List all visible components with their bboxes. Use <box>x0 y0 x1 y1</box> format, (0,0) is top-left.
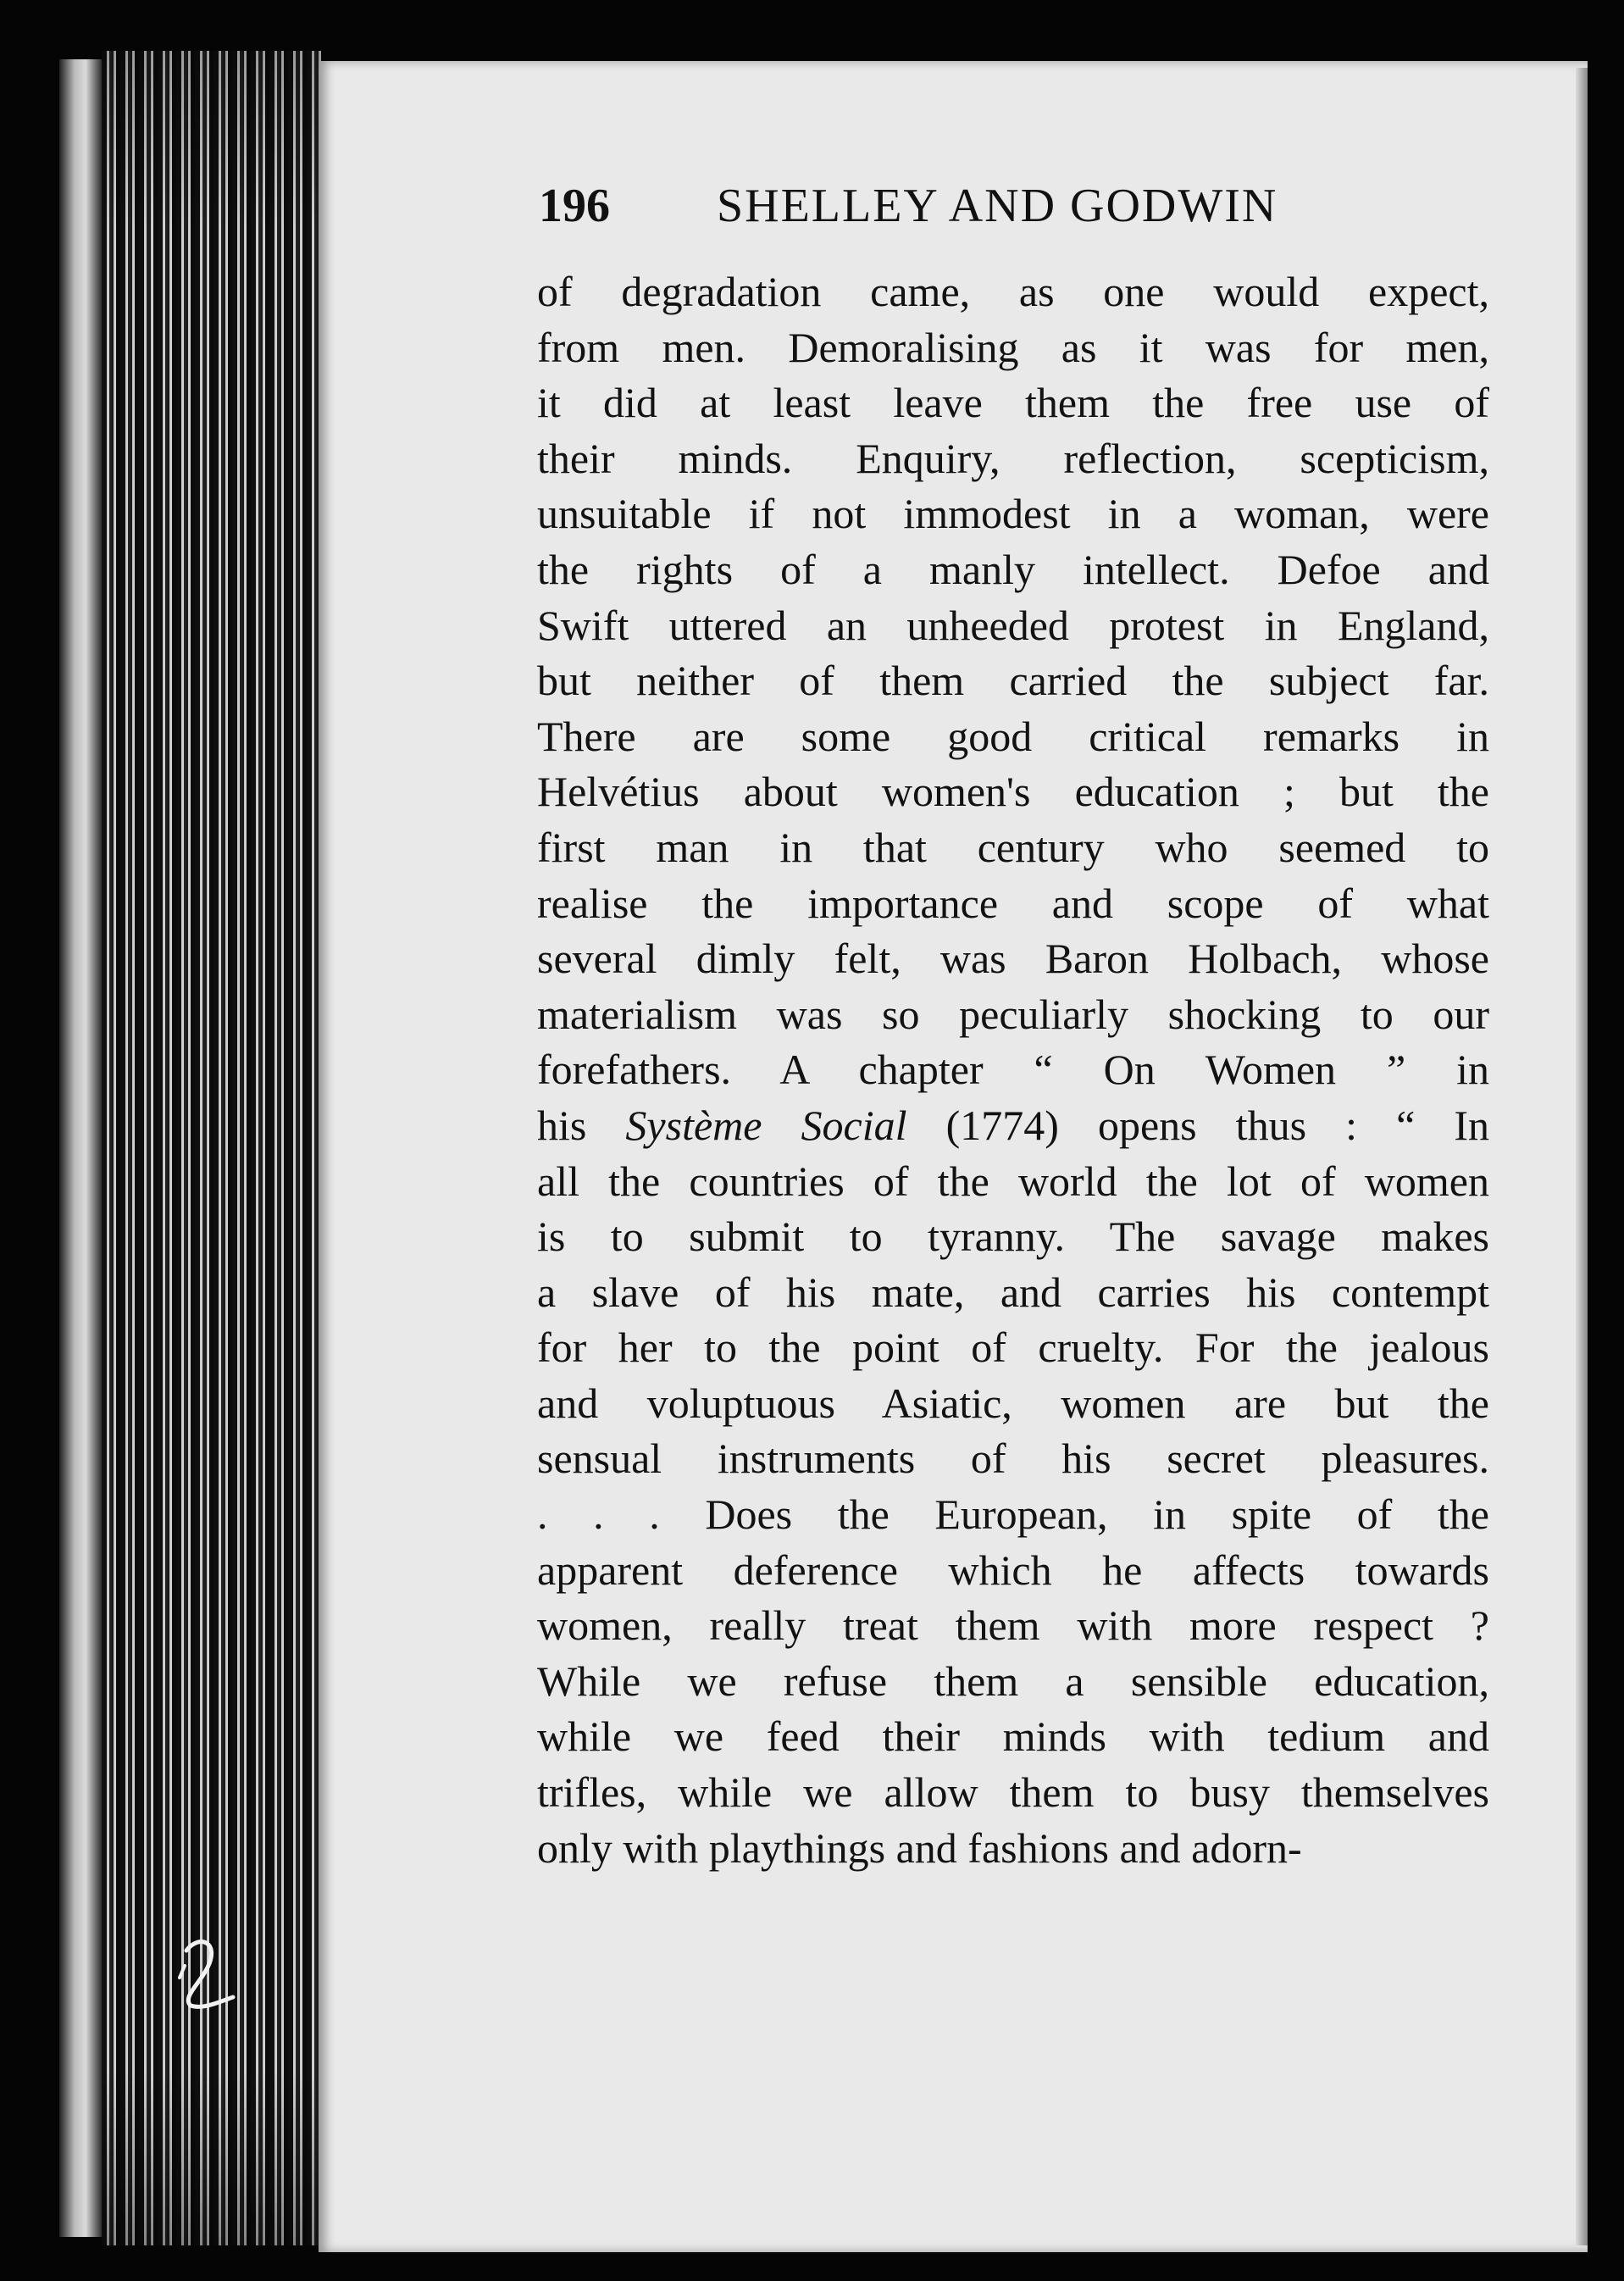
text-line-with-italic-title <box>537 1098 1489 1154</box>
text-line: . . . Does the European, in spite of the <box>537 1490 1489 1539</box>
text-line: but neither of them carried the subject far. <box>537 657 1489 705</box>
text-line: realise the importance and scope of what <box>537 879 1489 927</box>
text-segment: his <box>537 1101 626 1149</box>
text-line: from men. Demoralising as it was for men, <box>537 323 1489 371</box>
book-spine <box>59 59 103 2237</box>
page-right-edge <box>1576 68 1588 2245</box>
text-line: While we refuse them a sensible education, <box>537 1657 1489 1705</box>
text-line: it did at least leave them the free use of <box>537 379 1489 427</box>
text-line: forefathers. A chapter “ On Women ” in <box>537 1046 1489 1094</box>
book-title-italic: Système Social <box>625 1101 907 1149</box>
running-title: SHELLEY AND GODWIN <box>717 180 1278 232</box>
text-line: several dimly felt, was Baron Holbach, whose <box>537 935 1489 983</box>
text-line: a slave of his mate, and carries his contempt <box>537 1268 1489 1316</box>
text-line: their minds. Enquiry, reflection, scepticism, <box>537 434 1489 482</box>
text-line: and voluptuous Asiatic, women are but the <box>537 1379 1489 1427</box>
text-line: women, really treat them with more respect ? <box>537 1601 1489 1650</box>
text-line: Helvétius about women's education ; but the <box>537 768 1489 816</box>
text-line: There are some good critical remarks in <box>537 712 1489 760</box>
text-line: only with playthings and fashions and adorn- <box>537 1823 1302 1872</box>
text-line: apparent deference which he affects towards <box>537 1546 1489 1594</box>
text-line: materialism was so peculiarly shocking to our <box>537 990 1489 1038</box>
text-line: for her to the point of cruelty. For the jealous <box>537 1324 1489 1372</box>
text-line: first man in that century who seemed to <box>537 823 1489 871</box>
text-line: trifles, while we allow them to busy themselves <box>537 1768 1489 1817</box>
body-text <box>537 264 1489 1876</box>
page-number: 196 <box>539 180 610 232</box>
text-line: the rights of a manly intellect. Defoe and <box>537 545 1489 593</box>
running-head <box>539 176 1386 236</box>
text-line: is to submit to tyranny. The savage makes <box>537 1213 1489 1261</box>
text-line: all the countries of the world the lot of women <box>537 1157 1489 1205</box>
text-line: while we feed their minds with tedium and <box>537 1712 1489 1761</box>
text-line: of degradation came, as one would expect, <box>537 268 1489 315</box>
handwritten-margin-mark <box>169 1925 246 2018</box>
page-edges <box>102 51 322 2245</box>
text-line: unsuitable if not immodest in a woman, were <box>537 490 1489 538</box>
text-segment: (1774) opens thus : “ In <box>906 1101 1489 1149</box>
text-line: Swift uttered an unheeded protest in England, <box>537 601 1489 649</box>
text-line: sensual instruments of his secret pleasures. <box>537 1435 1489 1483</box>
